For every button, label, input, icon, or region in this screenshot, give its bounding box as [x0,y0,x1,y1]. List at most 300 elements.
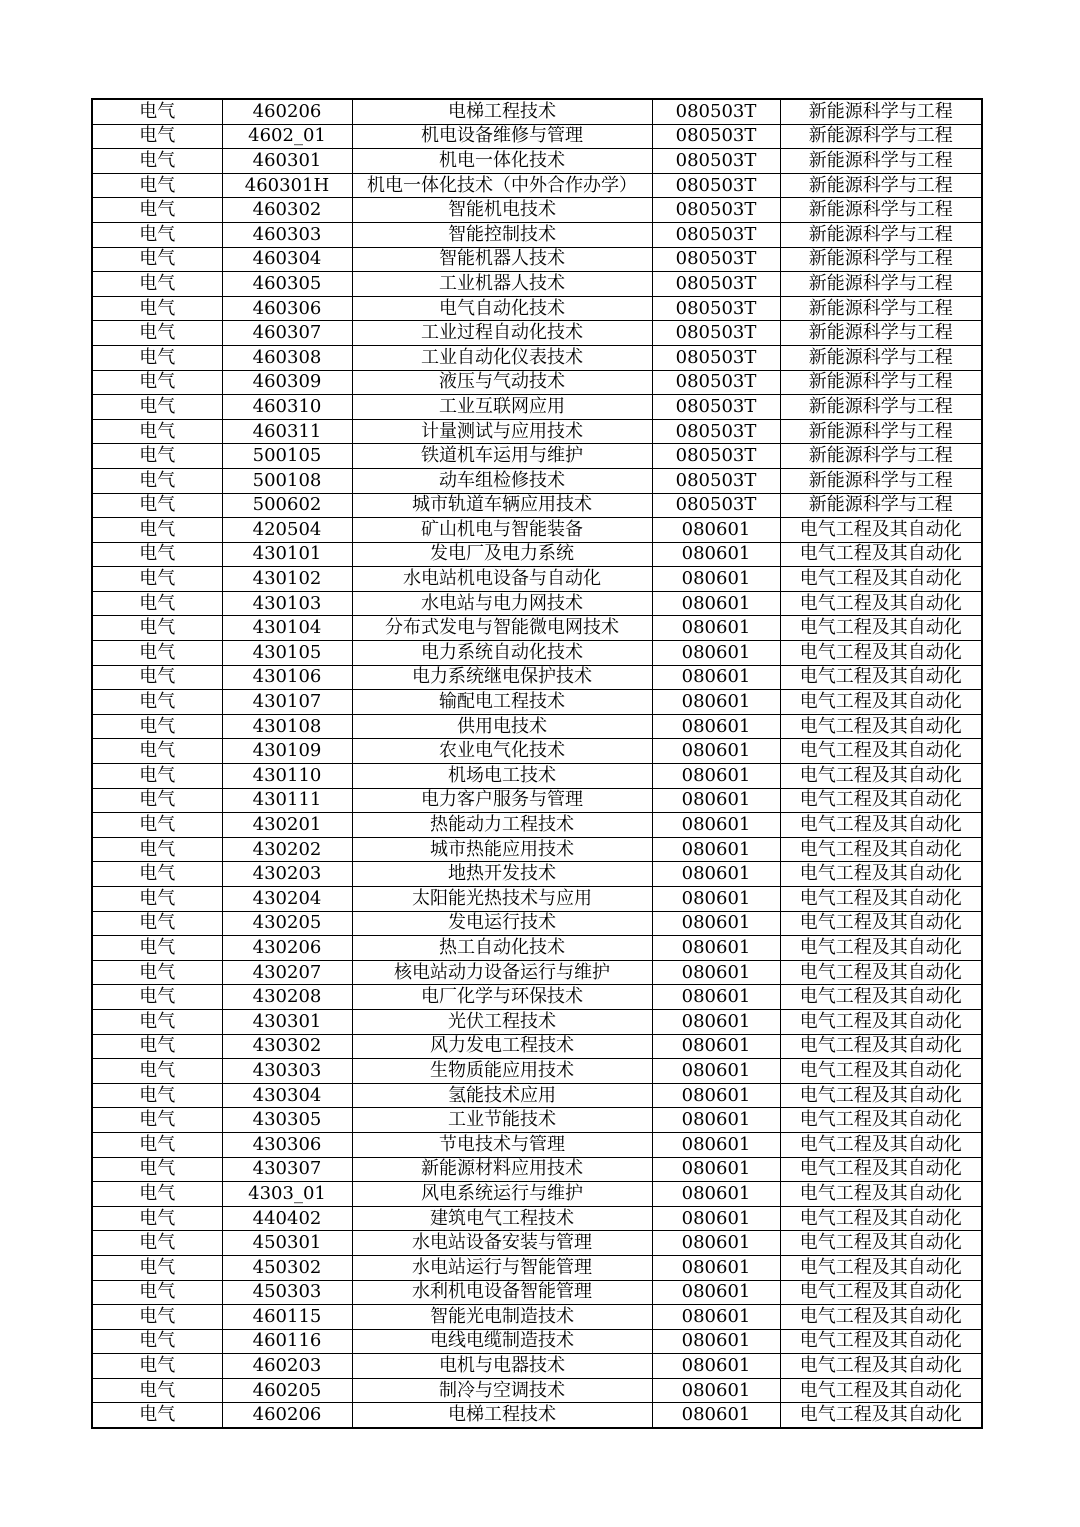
major-name-cell: 电气工程及其自动化 [780,813,982,838]
table-body [92,99,982,1428]
major-name-cell: 电气工程及其自动化 [780,1132,982,1157]
table-row [92,862,982,887]
program-code-cell: 500108 [222,468,352,493]
category-cell: 电气 [92,1255,222,1280]
major-name-cell: 电气工程及其自动化 [780,1378,982,1403]
program-code-cell: 430102 [222,567,352,592]
major-name-cell: 电气工程及其自动化 [780,714,982,739]
major-code-cell: 080601 [652,936,780,961]
program-code-cell: 430111 [222,788,352,813]
program-name-cell: 农业电气化技术 [352,739,652,764]
major-code-cell: 080601 [652,813,780,838]
table-row [92,1280,982,1305]
program-name-cell: 光伏工程技术 [352,1009,652,1034]
major-code-cell: 080601 [652,1378,780,1403]
program-code-cell: 430110 [222,764,352,789]
table-row [92,813,982,838]
table-row [92,1132,982,1157]
major-name-cell: 电气工程及其自动化 [780,960,982,985]
table-row [92,321,982,346]
table-row [92,149,982,174]
category-cell: 电气 [92,813,222,838]
major-name-cell: 电气工程及其自动化 [780,739,982,764]
category-cell: 电气 [92,518,222,543]
program-name-cell: 热能动力工程技术 [352,813,652,838]
table-row [92,395,982,420]
major-code-cell: 080503T [652,198,780,223]
program-code-cell: 460116 [222,1329,352,1354]
program-code-cell: 460309 [222,370,352,395]
category-cell: 电气 [92,616,222,641]
table-row [92,493,982,518]
major-code-cell: 080503T [652,272,780,297]
major-code-cell: 080503T [652,173,780,198]
table-row [92,641,982,666]
major-name-cell: 电气工程及其自动化 [780,1108,982,1133]
major-name-cell: 新能源科学与工程 [780,370,982,395]
major-name-cell: 新能源科学与工程 [780,395,982,420]
table-row [92,616,982,641]
major-name-cell: 电气工程及其自动化 [780,1329,982,1354]
table-row [92,468,982,493]
category-cell: 电气 [92,198,222,223]
major-name-cell: 电气工程及其自动化 [780,1255,982,1280]
category-cell: 电气 [92,395,222,420]
program-code-cell: 460303 [222,222,352,247]
table-row [92,591,982,616]
program-name-cell: 供用电技术 [352,714,652,739]
program-name-cell: 电气自动化技术 [352,296,652,321]
program-code-cell: 4602_01 [222,124,352,149]
major-name-cell: 电气工程及其自动化 [780,1157,982,1182]
major-name-cell: 电气工程及其自动化 [780,567,982,592]
program-code-cell: 460302 [222,198,352,223]
major-name-cell: 电气工程及其自动化 [780,936,982,961]
program-code-cell: 500105 [222,444,352,469]
major-code-cell: 080601 [652,1305,780,1330]
program-name-cell: 风力发电工程技术 [352,1034,652,1059]
program-code-cell: 430107 [222,690,352,715]
major-name-cell: 电气工程及其自动化 [780,591,982,616]
category-cell: 电气 [92,641,222,666]
major-code-cell: 080503T [652,444,780,469]
program-name-cell: 机场电工技术 [352,764,652,789]
table-row [92,1206,982,1231]
program-name-cell: 水利机电设备智能管理 [352,1280,652,1305]
category-cell: 电气 [92,1305,222,1330]
program-name-cell: 动车组检修技术 [352,468,652,493]
program-name-cell: 风电系统运行与维护 [352,1182,652,1207]
category-cell: 电气 [92,1354,222,1379]
table-row [92,1182,982,1207]
program-code-cell: 460115 [222,1305,352,1330]
table-row [92,1034,982,1059]
major-code-cell: 080601 [652,542,780,567]
program-code-cell: 430304 [222,1083,352,1108]
major-code-cell: 080601 [652,616,780,641]
major-code-cell: 080601 [652,739,780,764]
major-name-cell: 电气工程及其自动化 [780,665,982,690]
program-name-cell: 水电站设备安装与管理 [352,1231,652,1256]
category-cell: 电气 [92,985,222,1010]
program-name-cell: 节电技术与管理 [352,1132,652,1157]
table-row [92,99,982,124]
table-row [92,936,982,961]
major-name-cell: 新能源科学与工程 [780,99,982,124]
program-name-cell: 水电站与电力网技术 [352,591,652,616]
major-name-cell: 电气工程及其自动化 [780,690,982,715]
program-name-cell: 电梯工程技术 [352,99,652,124]
major-name-cell: 新能源科学与工程 [780,345,982,370]
program-code-cell: 430108 [222,714,352,739]
table-row [92,1378,982,1403]
major-name-cell: 电气工程及其自动化 [780,985,982,1010]
program-code-cell: 460205 [222,1378,352,1403]
program-code-cell: 460308 [222,345,352,370]
program-code-cell: 430105 [222,641,352,666]
major-code-cell: 080503T [652,345,780,370]
program-code-cell: 450302 [222,1255,352,1280]
category-cell: 电气 [92,1206,222,1231]
table-row [92,1354,982,1379]
major-code-cell: 080601 [652,641,780,666]
major-code-cell: 080601 [652,985,780,1010]
category-cell: 电气 [92,1108,222,1133]
program-name-cell: 分布式发电与智能微电网技术 [352,616,652,641]
program-code-cell: 460301 [222,149,352,174]
major-code-cell: 080503T [652,468,780,493]
major-code-cell: 080503T [652,247,780,272]
table-row [92,542,982,567]
program-code-cell: 430202 [222,837,352,862]
category-cell: 电气 [92,591,222,616]
program-code-cell: 430307 [222,1157,352,1182]
program-name-cell: 智能机电技术 [352,198,652,223]
table-row [92,1305,982,1330]
program-name-cell: 发电运行技术 [352,911,652,936]
program-name-cell: 水电站运行与智能管理 [352,1255,652,1280]
major-name-cell: 电气工程及其自动化 [780,542,982,567]
major-code-cell: 080601 [652,911,780,936]
category-cell: 电气 [92,911,222,936]
major-code-cell: 080601 [652,1280,780,1305]
program-code-cell: 460206 [222,1403,352,1428]
table-row [92,665,982,690]
program-name-cell: 铁道机车运用与维护 [352,444,652,469]
category-cell: 电气 [92,1403,222,1428]
program-name-cell: 电梯工程技术 [352,1403,652,1428]
table-row [92,173,982,198]
program-name-cell: 电力系统自动化技术 [352,641,652,666]
table-row [92,739,982,764]
program-code-cell: 460301H [222,173,352,198]
category-cell: 电气 [92,690,222,715]
category-cell: 电气 [92,764,222,789]
category-cell: 电气 [92,345,222,370]
category-cell: 电气 [92,1059,222,1084]
program-name-cell: 热工自动化技术 [352,936,652,961]
major-code-cell: 080601 [652,567,780,592]
program-name-cell: 工业节能技术 [352,1108,652,1133]
major-code-cell: 080601 [652,690,780,715]
major-name-cell: 新能源科学与工程 [780,247,982,272]
major-name-cell: 新能源科学与工程 [780,149,982,174]
program-code-cell: 460306 [222,296,352,321]
major-name-cell: 新能源科学与工程 [780,222,982,247]
program-name-cell: 地热开发技术 [352,862,652,887]
major-code-cell: 080601 [652,1231,780,1256]
program-code-cell: 430104 [222,616,352,641]
program-code-cell: 450303 [222,1280,352,1305]
category-cell: 电气 [92,739,222,764]
major-name-cell: 电气工程及其自动化 [780,1009,982,1034]
program-code-cell: 460307 [222,321,352,346]
major-name-cell: 新能源科学与工程 [780,124,982,149]
major-code-cell: 080601 [652,518,780,543]
table-row [92,1255,982,1280]
major-code-cell: 080503T [652,493,780,518]
category-cell: 电气 [92,665,222,690]
major-name-cell: 电气工程及其自动化 [780,1280,982,1305]
program-code-cell: 430109 [222,739,352,764]
major-code-cell: 080503T [652,222,780,247]
program-name-cell: 计量测试与应用技术 [352,419,652,444]
major-name-cell: 电气工程及其自动化 [780,764,982,789]
major-name-cell: 电气工程及其自动化 [780,641,982,666]
table-row [92,1157,982,1182]
major-code-cell: 080601 [652,887,780,912]
major-name-cell: 电气工程及其自动化 [780,1403,982,1428]
program-name-cell: 工业自动化仪表技术 [352,345,652,370]
program-code-cell: 430207 [222,960,352,985]
table-row [92,690,982,715]
table-row [92,837,982,862]
major-name-cell: 新能源科学与工程 [780,272,982,297]
major-code-cell: 080601 [652,714,780,739]
major-name-cell: 电气工程及其自动化 [780,862,982,887]
major-code-cell: 080601 [652,1132,780,1157]
program-name-cell: 智能机器人技术 [352,247,652,272]
major-code-cell: 080601 [652,788,780,813]
major-code-cell: 080601 [652,1403,780,1428]
program-code-cell: 430203 [222,862,352,887]
major-name-cell: 电气工程及其自动化 [780,911,982,936]
major-name-cell: 电气工程及其自动化 [780,1354,982,1379]
category-cell: 电气 [92,714,222,739]
category-cell: 电气 [92,837,222,862]
category-cell: 电气 [92,936,222,961]
major-code-cell: 080601 [652,862,780,887]
category-cell: 电气 [92,1231,222,1256]
table-row [92,911,982,936]
table-row [92,960,982,985]
program-code-cell: 430305 [222,1108,352,1133]
table-row [92,272,982,297]
category-cell: 电气 [92,419,222,444]
major-name-cell: 电气工程及其自动化 [780,1059,982,1084]
major-name-cell: 电气工程及其自动化 [780,518,982,543]
program-code-cell: 420504 [222,518,352,543]
program-name-cell: 机电设备维修与管理 [352,124,652,149]
program-code-cell: 460206 [222,99,352,124]
category-cell: 电气 [92,444,222,469]
table-row [92,714,982,739]
major-code-cell: 080601 [652,1009,780,1034]
program-name-cell: 电线电缆制造技术 [352,1329,652,1354]
major-code-cell: 080503T [652,395,780,420]
table-row [92,1403,982,1428]
program-code-cell: 440402 [222,1206,352,1231]
program-code-cell: 460310 [222,395,352,420]
program-name-cell: 新能源材料应用技术 [352,1157,652,1182]
category-cell: 电气 [92,493,222,518]
table-row [92,1083,982,1108]
program-code-cell: 430302 [222,1034,352,1059]
program-code-cell: 430206 [222,936,352,961]
major-code-cell: 080601 [652,665,780,690]
table-row [92,518,982,543]
table-row [92,567,982,592]
table-row [92,1329,982,1354]
major-code-cell: 080601 [652,591,780,616]
major-code-cell: 080503T [652,149,780,174]
category-cell: 电气 [92,862,222,887]
category-cell: 电气 [92,222,222,247]
major-code-cell: 080601 [652,1157,780,1182]
program-name-cell: 工业机器人技术 [352,272,652,297]
table-row [92,887,982,912]
major-code-cell: 080601 [652,1182,780,1207]
program-code-cell: 430101 [222,542,352,567]
program-code-cell: 500602 [222,493,352,518]
category-cell: 电气 [92,272,222,297]
table-row [92,1059,982,1084]
major-code-cell: 080601 [652,1108,780,1133]
program-code-cell: 430205 [222,911,352,936]
major-code-cell: 080503T [652,296,780,321]
program-name-cell: 输配电工程技术 [352,690,652,715]
program-code-cell: 460305 [222,272,352,297]
major-code-cell: 080601 [652,764,780,789]
major-code-cell: 080503T [652,321,780,346]
table-row [92,788,982,813]
category-cell: 电气 [92,960,222,985]
program-name-cell: 水电站机电设备与自动化 [352,567,652,592]
major-code-cell: 080601 [652,1329,780,1354]
table-row [92,985,982,1010]
program-name-cell: 智能光电制造技术 [352,1305,652,1330]
program-name-cell: 城市轨道车辆应用技术 [352,493,652,518]
table-row [92,419,982,444]
major-name-cell: 电气工程及其自动化 [780,887,982,912]
program-name-cell: 工业过程自动化技术 [352,321,652,346]
major-name-cell: 电气工程及其自动化 [780,1305,982,1330]
category-cell: 电气 [92,1083,222,1108]
category-cell: 电气 [92,149,222,174]
program-code-cell: 430204 [222,887,352,912]
table-row [92,764,982,789]
category-cell: 电气 [92,296,222,321]
major-code-cell: 080503T [652,99,780,124]
major-name-cell: 电气工程及其自动化 [780,1231,982,1256]
table-row [92,345,982,370]
program-code-cell: 430201 [222,813,352,838]
category-cell: 电气 [92,1329,222,1354]
program-name-cell: 太阳能光热技术与应用 [352,887,652,912]
category-cell: 电气 [92,321,222,346]
major-name-cell: 新能源科学与工程 [780,296,982,321]
major-code-cell: 080601 [652,1354,780,1379]
program-code-cell: 430106 [222,665,352,690]
major-code-cell: 080601 [652,837,780,862]
category-cell: 电气 [92,1009,222,1034]
program-name-cell: 智能控制技术 [352,222,652,247]
program-name-cell: 液压与气动技术 [352,370,652,395]
program-name-cell: 机电一体化技术（中外合作办学） [352,173,652,198]
program-name-cell: 氢能技术应用 [352,1083,652,1108]
program-name-cell: 电力系统继电保护技术 [352,665,652,690]
table-row [92,444,982,469]
major-name-cell: 新能源科学与工程 [780,468,982,493]
category-cell: 电气 [92,1157,222,1182]
program-name-cell: 生物质能应用技术 [352,1059,652,1084]
program-name-cell: 电机与电器技术 [352,1354,652,1379]
major-mapping-table [91,98,983,1429]
category-cell: 电气 [92,567,222,592]
program-code-cell: 460203 [222,1354,352,1379]
program-name-cell: 建筑电气工程技术 [352,1206,652,1231]
major-name-cell: 新能源科学与工程 [780,493,982,518]
table-row [92,198,982,223]
program-code-cell: 430306 [222,1132,352,1157]
table-row [92,124,982,149]
major-code-cell: 080503T [652,370,780,395]
major-name-cell: 新能源科学与工程 [780,321,982,346]
table-row [92,247,982,272]
program-name-cell: 电厂化学与环保技术 [352,985,652,1010]
program-code-cell: 430208 [222,985,352,1010]
program-code-cell: 460304 [222,247,352,272]
program-name-cell: 核电站动力设备运行与维护 [352,960,652,985]
program-name-cell: 电力客户服务与管理 [352,788,652,813]
major-name-cell: 电气工程及其自动化 [780,1206,982,1231]
major-name-cell: 电气工程及其自动化 [780,1034,982,1059]
program-code-cell: 430103 [222,591,352,616]
major-name-cell: 电气工程及其自动化 [780,1182,982,1207]
table-row [92,1009,982,1034]
major-code-cell: 080601 [652,1059,780,1084]
table-row [92,222,982,247]
category-cell: 电气 [92,468,222,493]
program-name-cell: 制冷与空调技术 [352,1378,652,1403]
major-code-cell: 080601 [652,1255,780,1280]
program-name-cell: 城市热能应用技术 [352,837,652,862]
program-name-cell: 矿山机电与智能装备 [352,518,652,543]
program-code-cell: 450301 [222,1231,352,1256]
category-cell: 电气 [92,370,222,395]
program-code-cell: 430303 [222,1059,352,1084]
category-cell: 电气 [92,247,222,272]
category-cell: 电气 [92,788,222,813]
major-code-cell: 080503T [652,124,780,149]
category-cell: 电气 [92,124,222,149]
program-code-cell: 460311 [222,419,352,444]
category-cell: 电气 [92,1132,222,1157]
major-name-cell: 新能源科学与工程 [780,444,982,469]
major-code-cell: 080601 [652,1034,780,1059]
category-cell: 电气 [92,542,222,567]
major-name-cell: 电气工程及其自动化 [780,616,982,641]
